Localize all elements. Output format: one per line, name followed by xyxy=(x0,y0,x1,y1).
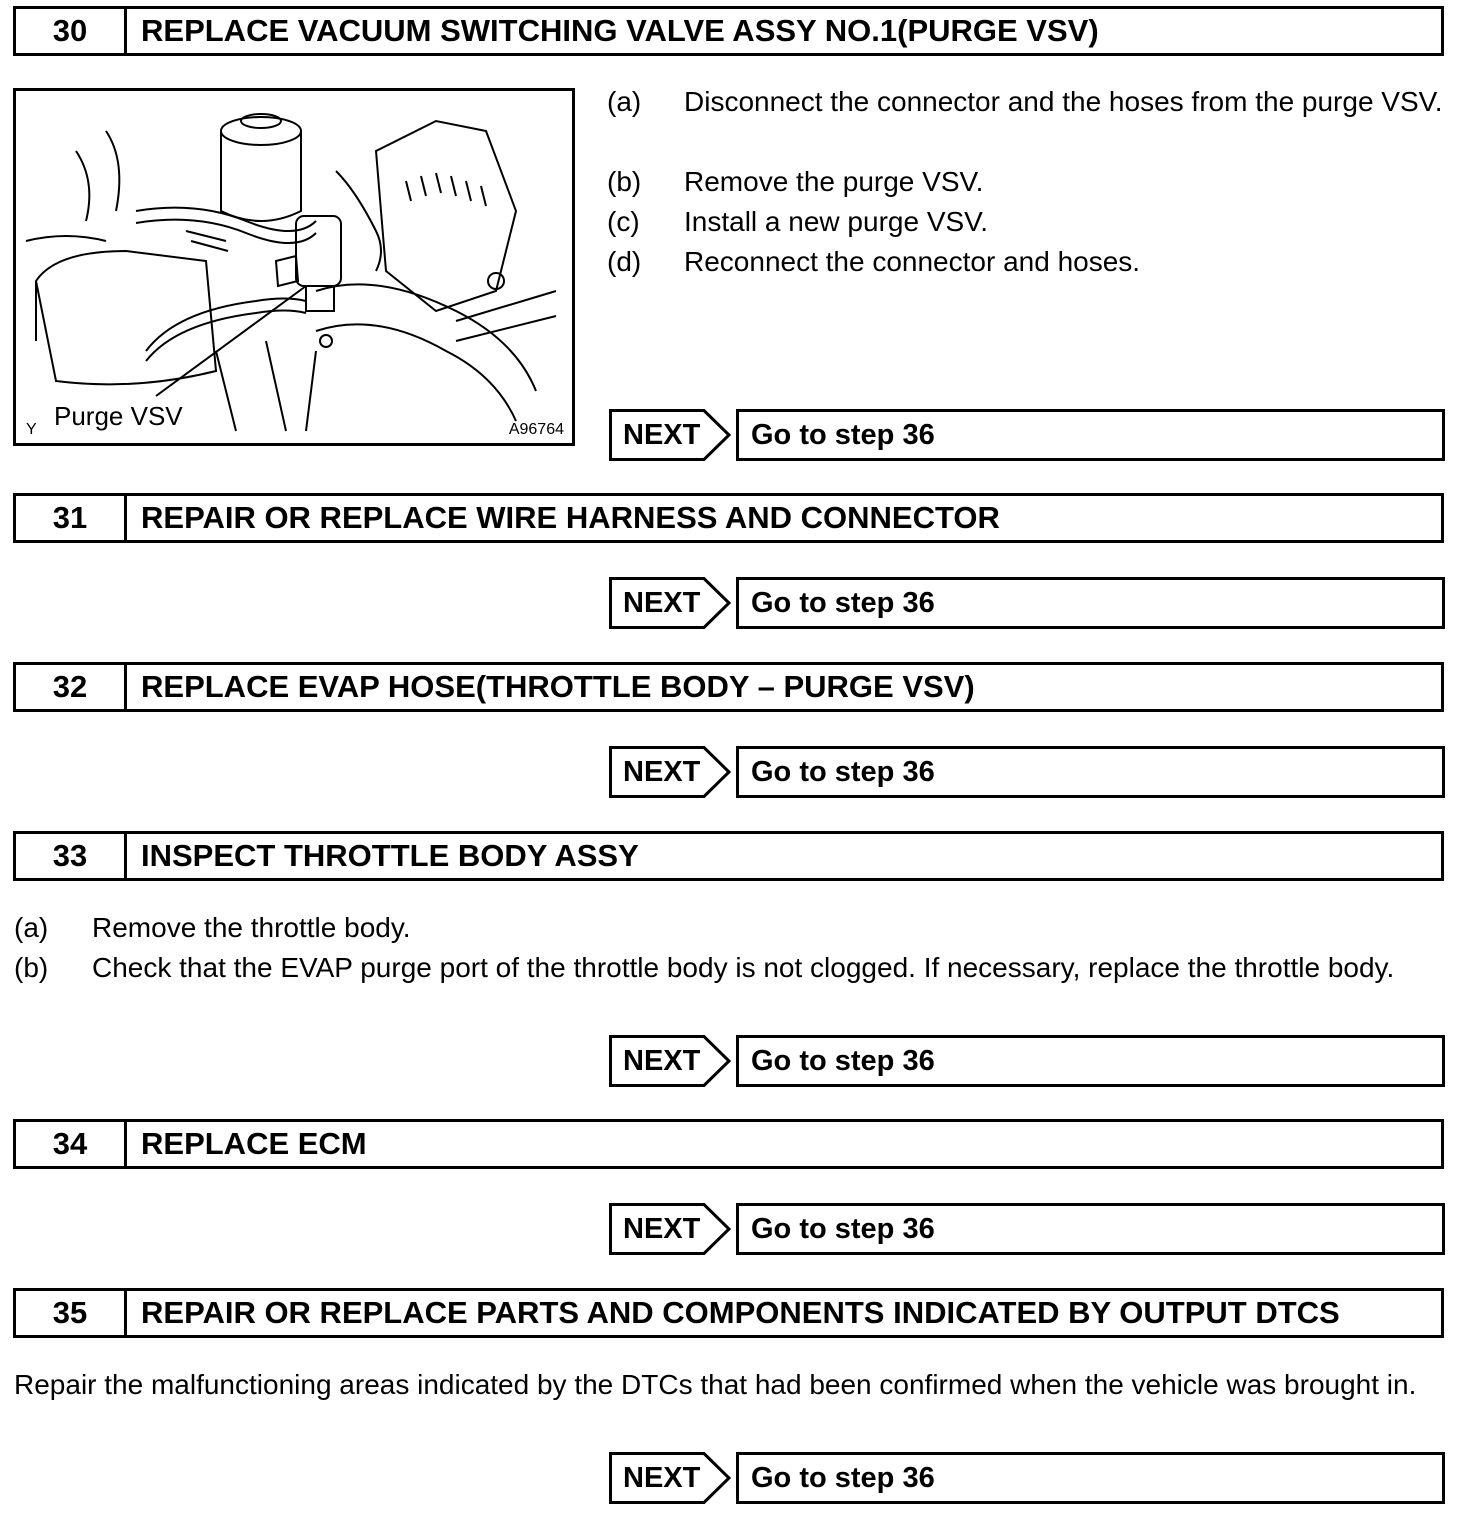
figure-code: A96764 xyxy=(508,421,564,438)
item-label: (b) xyxy=(14,952,49,983)
next-label: NEXT xyxy=(623,1213,701,1245)
item-text: Reconnect the connector and hoses. xyxy=(684,246,1141,277)
goto-box: Go to step 36 xyxy=(736,577,1445,629)
next-step-31[interactable] xyxy=(609,577,1445,629)
item-label: (a) xyxy=(14,912,49,943)
list-item xyxy=(607,82,1445,162)
step-title: INSPECT THROTTLE BODY ASSY xyxy=(141,838,639,873)
step-header-32 xyxy=(13,662,1444,712)
goto-box: Go to step 36 xyxy=(736,1452,1445,1504)
item-label: (d) xyxy=(607,246,642,277)
step-header-30 xyxy=(13,6,1444,56)
step-number: 33 xyxy=(16,834,127,878)
goto-box: Go to step 36 xyxy=(736,409,1445,461)
step-header-33 xyxy=(13,831,1444,881)
item-text: Disconnect the connector and the hoses from the purge VSV. xyxy=(684,86,1443,117)
step-header-34 xyxy=(13,1119,1444,1169)
goto-box: Go to step 36 xyxy=(736,746,1445,798)
figure-corner-mark: Y xyxy=(26,421,37,438)
next-label: NEXT xyxy=(623,419,701,451)
next-label: NEXT xyxy=(623,587,701,619)
step-title: REPAIR OR REPLACE WIRE HARNESS AND CONNECTOR xyxy=(141,500,1000,535)
list-item xyxy=(607,202,1445,242)
step-number: 30 xyxy=(16,9,127,53)
engine-bay-drawing xyxy=(16,91,572,443)
step-title: REPLACE VACUUM SWITCHING VALVE ASSY NO.1(PURGE VSV) xyxy=(141,13,1099,48)
next-step-33[interactable] xyxy=(609,1035,1445,1087)
item-label: (b) xyxy=(607,166,642,197)
step-header-31 xyxy=(13,493,1444,543)
step-number: 31 xyxy=(16,496,127,540)
list-item xyxy=(14,948,1446,1028)
step-title: REPAIR OR REPLACE PARTS AND COMPONENTS INDICATED BY OUTPUT DTCS xyxy=(141,1295,1340,1330)
step-title: REPLACE EVAP HOSE(THROTTLE BODY – PURGE VSV) xyxy=(141,669,975,704)
list-item xyxy=(607,242,1445,282)
next-step-35[interactable] xyxy=(609,1452,1445,1504)
item-label: (c) xyxy=(607,206,640,237)
goto-box: Go to step 36 xyxy=(736,1035,1445,1087)
next-step-34[interactable] xyxy=(609,1203,1445,1255)
list-item xyxy=(607,162,1445,202)
purge-vsv-illustration xyxy=(13,88,575,446)
item-text: Check that the EVAP purge port of the throttle body is not clogged. If necessary, replace the throttle body. xyxy=(92,952,1395,983)
step-header-35 xyxy=(13,1288,1444,1338)
item-text: Remove the throttle body. xyxy=(92,912,411,943)
step-number: 35 xyxy=(16,1291,127,1335)
step-number: 32 xyxy=(16,665,127,709)
goto-box: Go to step 36 xyxy=(736,1203,1445,1255)
callout-label: Purge VSV xyxy=(54,401,183,431)
step35-paragraph: Repair the malfunctioning areas indicated by the DTCs that had been confirmed when the vehicle was brought in. xyxy=(14,1369,1417,1400)
next-label: NEXT xyxy=(623,756,701,788)
item-label: (a) xyxy=(607,86,642,117)
next-label: NEXT xyxy=(623,1045,701,1077)
item-text: Remove the purge VSV. xyxy=(684,166,984,197)
step-number: 34 xyxy=(16,1122,127,1166)
list-item xyxy=(14,908,1446,948)
item-text: Install a new purge VSV. xyxy=(684,206,989,237)
step-title: REPLACE ECM xyxy=(141,1126,367,1161)
next-label: NEXT xyxy=(623,1462,701,1494)
next-step-32[interactable] xyxy=(609,746,1445,798)
next-step-30[interactable] xyxy=(609,409,1445,461)
